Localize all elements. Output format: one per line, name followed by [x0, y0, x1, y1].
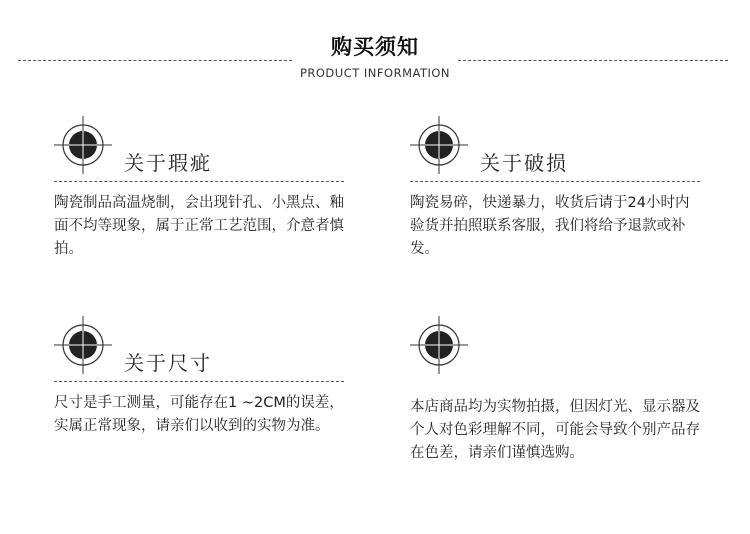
crosshair-icon: [54, 316, 112, 374]
header-divider-right: [458, 60, 728, 61]
header-divider-left: [18, 60, 292, 61]
section-body: 尺寸是手工测量，可能存在1 ~2CM的误差，实属正常现象，请亲们以收到的实物为准。: [54, 395, 344, 434]
page-subtitle: PRODUCT INFORMATION: [299, 66, 451, 80]
section-body: 陶瓷制品高温烧制，会出现针孔、小黑点、釉面不均等现象，属于正常工艺范围，介意者慎拍。: [54, 195, 344, 257]
notice-section-color: [410, 316, 710, 506]
section-title: 关于破损: [480, 151, 568, 175]
crosshair-icon: [54, 116, 112, 174]
page-title: 购买须知: [331, 35, 419, 59]
crosshair-icon: [410, 316, 468, 374]
section-title: 关于瑕疵: [124, 151, 212, 175]
section-divider: [54, 381, 344, 382]
crosshair-icon: [410, 116, 468, 174]
notice-section-damage: [410, 116, 710, 306]
notice-section-defects: [54, 116, 354, 306]
section-title: 关于尺寸: [124, 351, 212, 375]
section-body: 本店商品均为实物拍摄，但因灯光、显示器及个人对色彩理解不同，可能会导致个别产品存在色差，请亲们谨慎选购。: [410, 399, 700, 461]
notice-section-size: [54, 316, 354, 506]
section-body: 陶瓷易碎，快递暴力，收货后请于24小时内验货并拍照联系客服，我们将给予退款或补发。: [410, 195, 690, 257]
section-divider: [54, 181, 344, 182]
section-divider: [410, 181, 700, 182]
page-header: [0, 0, 750, 90]
